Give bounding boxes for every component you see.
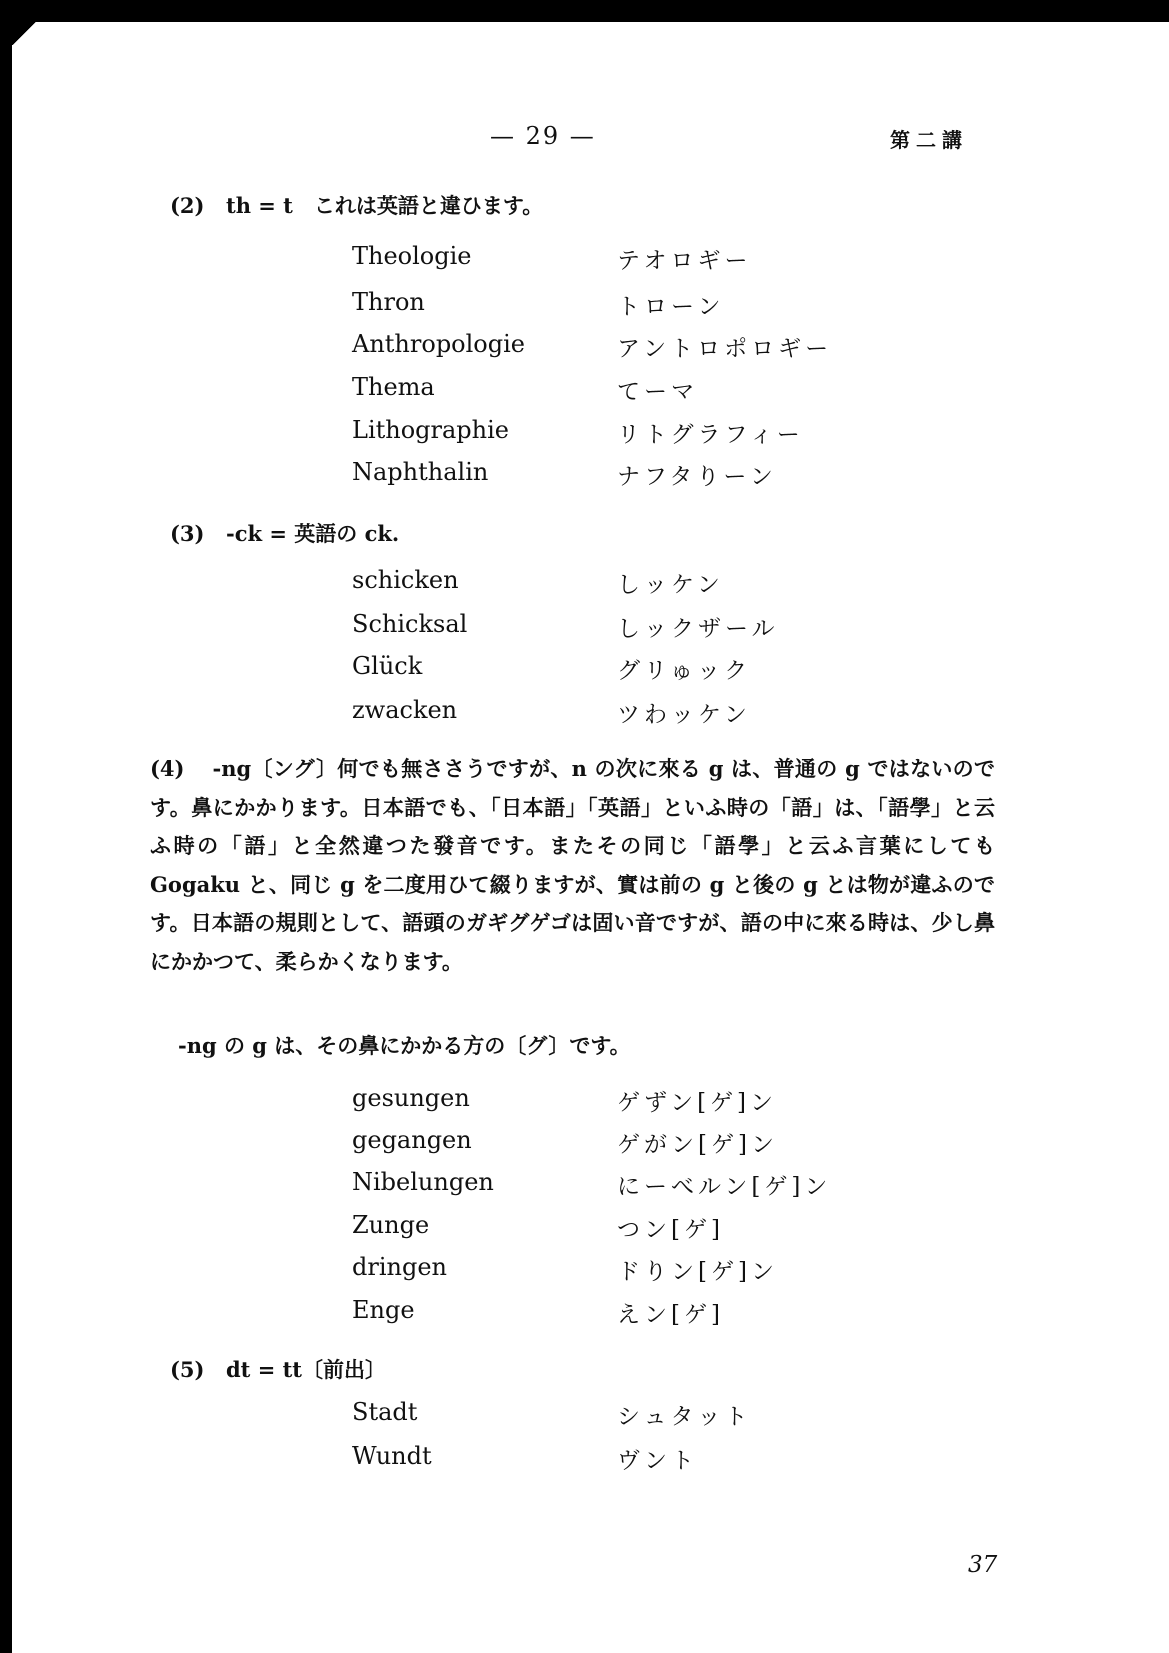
katakana-reading: つン[ゲ] — [617, 1217, 724, 1243]
section-number: (5) — [170, 1357, 205, 1382]
german-word: Schicksal — [352, 610, 468, 638]
section-heading-text: dt = tt〔前出〕 — [226, 1357, 387, 1382]
german-word: Lithographie — [352, 416, 510, 444]
katakana-reading: ゲずン[ゲ]ン — [617, 1090, 778, 1116]
paragraph-text: -ng〔ング〕何でも無ささうですが、n の次に來る g は、普通の g ではないのです。鼻にかかります。日本語でも、「日本語」「英語」といふ時の「語」は、「語學」と云ふ時の「語」と全然違つた發音です。またその同じ「語學」と云ふ言葉にしても Gogaku と、同じ g を二度用ひて綴りますが、實は前の g と後の g とは物が違ふのです。日本語の規則として、語頭のガギグゲゴは固い音ですが、語の中に來る時は、少し鼻にかかつて、柔らかくなります。 — [150, 756, 995, 974]
section-4-paragraph — [150, 750, 995, 981]
katakana-reading: ナフタりーン — [617, 464, 777, 490]
german-word: Thron — [352, 288, 425, 316]
german-word: Theologie — [352, 242, 472, 270]
section-heading-text: -ck = 英語の ck. — [226, 521, 400, 546]
katakana-reading: ヴント — [617, 1448, 698, 1474]
section-2-heading — [170, 190, 543, 220]
section-number: (2) — [170, 193, 205, 218]
katakana-reading: ツわッケン — [617, 702, 751, 728]
section-5-heading — [170, 1354, 386, 1384]
section-heading-text: th = t これは英語と違ひます。 — [226, 193, 544, 218]
german-word: Glück — [352, 652, 423, 680]
section-3-heading — [170, 518, 399, 548]
katakana-reading: アントロポロギー — [617, 336, 833, 362]
katakana-reading: リトグラフィー — [617, 422, 804, 448]
scan-corner-shadow — [0, 0, 70, 45]
katakana-reading: テオロギー — [617, 248, 752, 274]
german-word: Thema — [352, 373, 435, 401]
section-number: (3) — [170, 521, 205, 546]
german-word: Enge — [352, 1296, 415, 1324]
german-word: Stadt — [352, 1398, 418, 1426]
katakana-reading: しックザール — [617, 616, 779, 642]
katakana-reading: トローン — [617, 294, 725, 320]
katakana-reading: にーべルン[ゲ]ン — [617, 1174, 832, 1200]
katakana-reading: てーマ — [617, 379, 698, 405]
german-word: dringen — [352, 1253, 447, 1281]
german-word: Naphthalin — [352, 458, 489, 486]
german-word: gegangen — [352, 1126, 472, 1154]
german-word: Anthropologie — [352, 330, 525, 358]
german-word: Nibelungen — [352, 1168, 494, 1196]
section-4-note: -ng の g は、その鼻にかかる方の〔グ〕です。 — [178, 1033, 631, 1058]
german-word: Wundt — [352, 1442, 432, 1470]
section-number: (4) — [150, 756, 185, 781]
katakana-reading: ゲがン[ゲ]ン — [617, 1132, 778, 1158]
german-word: zwacken — [352, 696, 458, 724]
chapter-title: 第二講 — [890, 128, 968, 152]
scan-border-left — [0, 0, 12, 1653]
folio-number: 37 — [968, 1552, 998, 1578]
katakana-reading: ドりン[ゲ]ン — [617, 1259, 778, 1285]
page-number: — 29 — — [490, 122, 596, 150]
scan-border-top — [0, 0, 1169, 22]
katakana-reading: えン[ゲ] — [617, 1302, 724, 1328]
german-word: Zunge — [352, 1211, 430, 1239]
german-word: schicken — [352, 566, 459, 594]
katakana-reading: グリゅック — [617, 658, 752, 684]
katakana-reading: しッケン — [617, 572, 724, 598]
german-word: gesungen — [352, 1084, 470, 1112]
katakana-reading: シュタット — [617, 1404, 752, 1430]
